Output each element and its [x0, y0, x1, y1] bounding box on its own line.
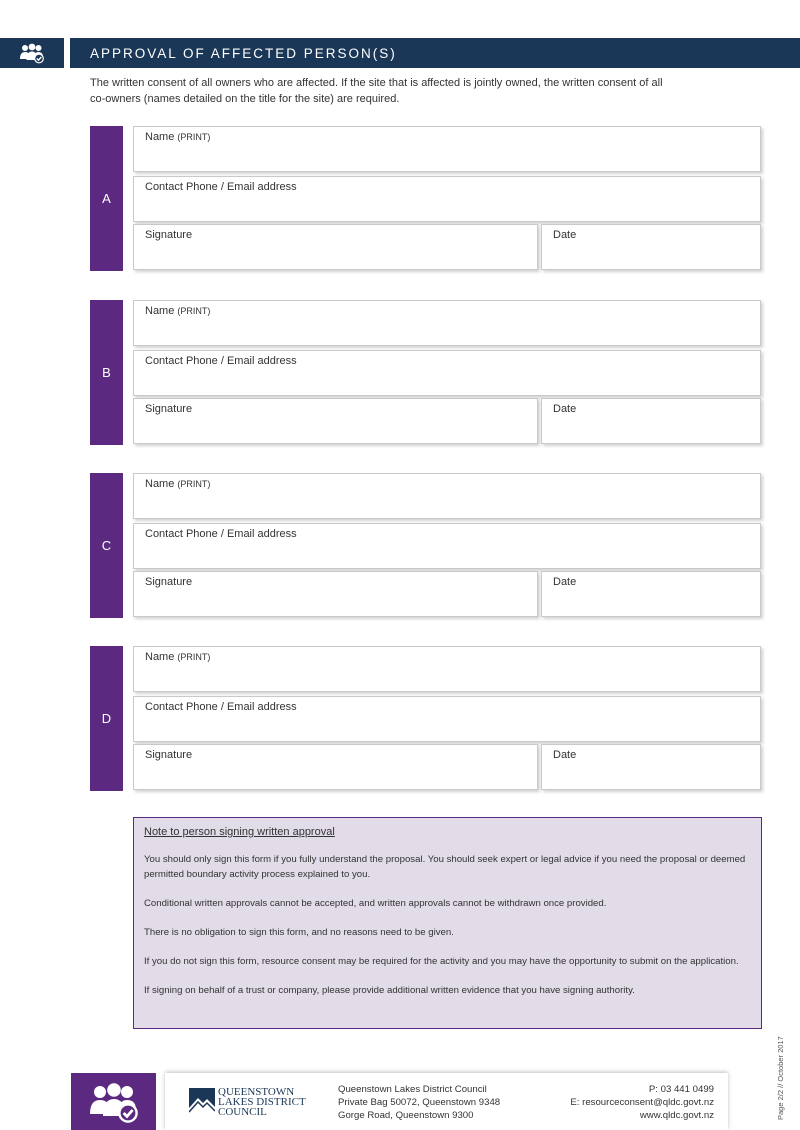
name-print-hint: (PRINT)	[177, 652, 211, 662]
contact-field[interactable]	[133, 176, 761, 222]
page-number: Page 2/2 // October 2017	[776, 1036, 785, 1120]
name-label: Name	[145, 131, 175, 143]
contact-field[interactable]	[133, 696, 761, 742]
person-letter-tab: B	[90, 300, 123, 445]
signature-field[interactable]	[133, 398, 538, 444]
logo-line-2: LAKES DISTRICT	[218, 1096, 306, 1108]
date-label: Date	[553, 403, 577, 415]
date-field[interactable]	[541, 571, 761, 617]
date-label: Date	[553, 576, 577, 588]
contact-field[interactable]	[133, 523, 761, 569]
note-title: Note to person signing written approval	[144, 826, 335, 838]
name-label: Name	[145, 651, 175, 663]
name-label: Name	[145, 305, 175, 317]
person-letter-tab: D	[90, 646, 123, 791]
footer-icon-block	[71, 1073, 156, 1130]
date-label: Date	[553, 749, 577, 761]
name-print-hint: (PRINT)	[177, 132, 211, 142]
council-logo	[189, 1087, 306, 1117]
section-header	[0, 38, 800, 68]
signature-label: Signature	[145, 229, 193, 241]
date-field[interactable]	[541, 398, 761, 444]
note-paragraph: If signing on behalf of a trust or company, please provide additional written evidence that you have signing authority.	[144, 985, 635, 996]
note-paragraph: There is no obligation to sign this form, and no reasons need to be given.	[144, 927, 454, 938]
intro-line-2: co-owners (names detailed on the title for the site) are required.	[90, 93, 400, 105]
name-field[interactable]	[133, 126, 761, 172]
date-label: Date	[553, 229, 577, 241]
website-link[interactable]: www.qldc.govt.nz	[639, 1110, 714, 1121]
name-label: Name	[145, 478, 175, 490]
logo-line-1: QUEENSTOWN	[218, 1086, 295, 1098]
footer-panel	[165, 1073, 728, 1130]
contact-label: Contact Phone / Email address	[145, 701, 297, 713]
phone-number: P: 03 441 0499	[648, 1084, 714, 1095]
note-paragraph: If you do not sign this form, resource consent may be required for the activity and you may have the opportunity to submit on the application.	[144, 956, 739, 967]
logo-line-3: COUNCIL	[218, 1106, 267, 1118]
contact-label: Contact Phone / Email address	[145, 355, 297, 367]
person-letter-tab: A	[90, 126, 123, 271]
person-block-c	[90, 473, 762, 618]
note-paragraph: Conditional written approvals cannot be accepted, and written approvals cannot be withdrawn once provided.	[144, 898, 607, 909]
contact-field[interactable]	[133, 350, 761, 396]
signature-field[interactable]	[133, 744, 538, 790]
date-field[interactable]	[541, 744, 761, 790]
contact-label: Contact Phone / Email address	[145, 181, 297, 193]
address-line-2: Private Bag 50072, Queenstown 9348	[338, 1097, 501, 1108]
signature-field[interactable]	[133, 224, 538, 270]
name-field[interactable]	[133, 646, 761, 692]
name-print-hint: (PRINT)	[177, 479, 211, 489]
person-block-a	[90, 126, 762, 271]
address-line-3: Gorge Road, Queenstown 9300	[338, 1110, 474, 1121]
header-icon-box	[0, 38, 70, 68]
signature-field[interactable]	[133, 571, 538, 617]
date-field[interactable]	[541, 224, 761, 270]
signature-label: Signature	[145, 403, 193, 415]
email-address[interactable]: E: resourceconsent@qldc.govt.nz	[570, 1097, 714, 1108]
contact-label: Contact Phone / Email address	[145, 528, 297, 540]
people-check-icon	[19, 42, 45, 64]
address-line-1: Queenstown Lakes District Council	[338, 1084, 487, 1095]
name-field[interactable]	[133, 473, 761, 519]
name-print-hint: (PRINT)	[177, 306, 211, 316]
council-contact	[570, 1083, 714, 1122]
signature-label: Signature	[145, 576, 193, 588]
note-paragraph: You should only sign this form if you fully understand the proposal. You should seek expert or legal advice if you need the proposal or deemed permitted boundary activity process explained to you.	[144, 854, 746, 880]
mountain-logo-icon	[189, 1088, 215, 1116]
people-check-icon	[88, 1080, 140, 1124]
person-block-b	[90, 300, 762, 445]
council-address	[338, 1083, 500, 1122]
intro-text	[90, 75, 730, 107]
signing-note-box	[133, 817, 762, 1029]
name-field[interactable]	[133, 300, 761, 346]
signature-label: Signature	[145, 749, 193, 761]
person-block-d	[90, 646, 762, 791]
person-letter-tab: C	[90, 473, 123, 618]
intro-line-1: The written consent of all owners who are affected. If the site that is affected is jointly owned, the written consent of all	[90, 77, 663, 89]
page-title: APPROVAL OF AFFECTED PERSON(S)	[90, 46, 397, 61]
